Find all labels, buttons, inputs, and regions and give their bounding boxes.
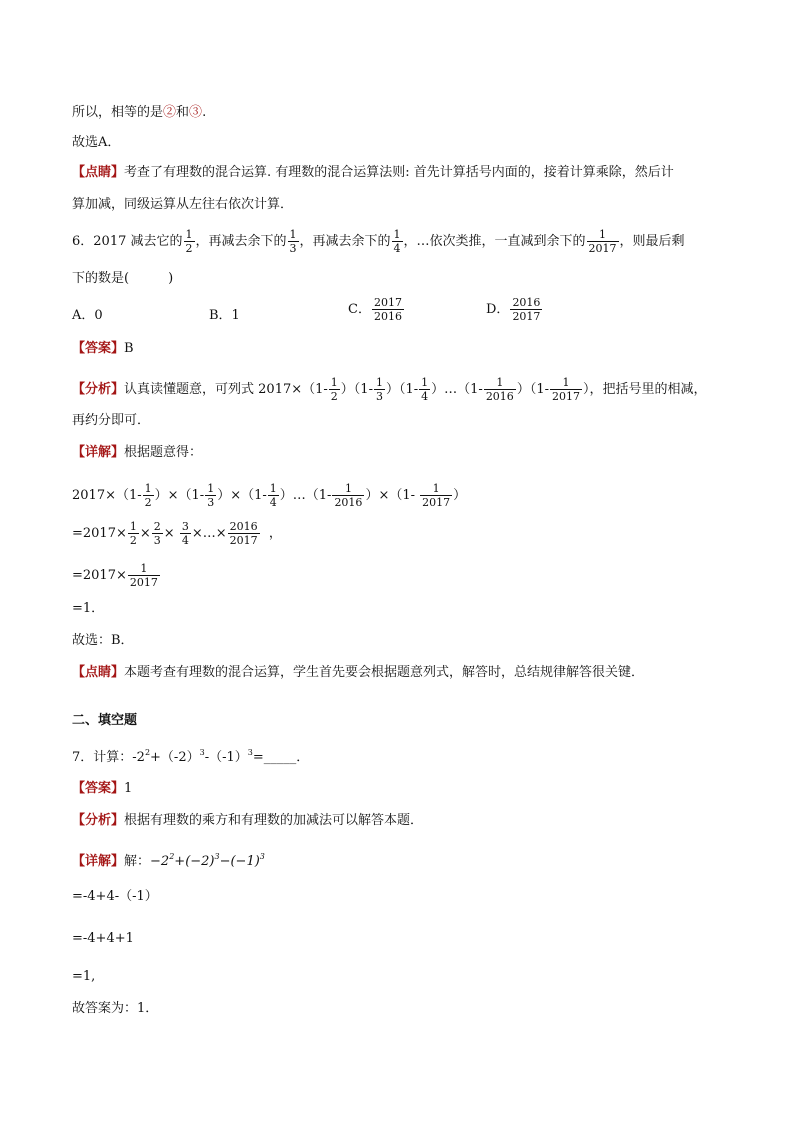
q6-question-line1 (72, 228, 685, 255)
text: ）×（1- (365, 488, 420, 503)
numerator: 2 (153, 520, 161, 533)
fraction (268, 482, 279, 509)
text: 认真读懂题意，可列式 2017×（1- (124, 382, 328, 397)
text: 考查了有理数的混合运算. 有理数的混合运算法则: 首先计算括号内面的，接着计算乘除，然后计 (124, 165, 674, 180)
q5-dianjing-line2: 算加减，同级运算从左往右依次计算． (72, 197, 294, 212)
exponent: 3 (247, 748, 253, 757)
fraction (587, 228, 619, 255)
text: +(−2) (174, 854, 215, 869)
numerator: 1 (375, 376, 383, 389)
denominator: 3 (375, 390, 383, 403)
text: ． (296, 750, 310, 765)
denominator: 2017 (551, 390, 580, 403)
fraction (128, 520, 139, 547)
q6-option-d (486, 296, 543, 323)
dianjing-tag: 【点睛】 (72, 665, 125, 680)
exponent: 2 (169, 852, 175, 861)
fraction (228, 520, 260, 547)
fraction (288, 228, 299, 255)
dianjing-tag: 【点睛】 (72, 165, 125, 180)
fraction (372, 296, 404, 323)
text: −(−1) (219, 854, 260, 869)
text: ）×（1- (154, 488, 205, 503)
q6-expr-line3 (72, 562, 161, 589)
q6-question-line2: 下的数是( ) (72, 271, 174, 286)
text: ） (453, 488, 467, 503)
fraction (374, 376, 385, 403)
denominator: 2016 (373, 310, 402, 323)
q6-option-b: B．1 (209, 308, 240, 323)
numerator: 1 (562, 376, 570, 389)
text: 2017×（1- (72, 488, 142, 503)
math-expression (150, 854, 265, 869)
exponent: 3 (259, 852, 265, 861)
denominator: 2016 (485, 390, 514, 403)
q6-choice: 故选：B． (72, 633, 134, 648)
text: ）（1- (340, 382, 373, 397)
text: 和 (176, 105, 190, 120)
fraction (550, 376, 582, 403)
numerator: 1 (599, 228, 607, 241)
text: +（-2） (150, 750, 200, 765)
q6-expr-line4: =1． (72, 601, 105, 616)
text: × (139, 526, 151, 541)
numerator: 1 (144, 482, 152, 495)
q7-step2: =-4+4+1 (72, 931, 134, 946)
q7-xiangjie (72, 848, 265, 871)
answer-tag: 【答案】 (72, 341, 125, 356)
denominator: 3 (289, 242, 297, 255)
numerator: 2017 (373, 296, 402, 309)
fraction (392, 228, 403, 255)
q7-question (72, 744, 309, 767)
fraction (420, 482, 452, 509)
denominator: 2017 (422, 496, 451, 509)
answer-blank: _____ (263, 750, 297, 765)
q6-option-c (348, 296, 405, 323)
q6-dianjing (72, 664, 644, 682)
option-label: D． (486, 302, 510, 317)
denominator: 4 (393, 242, 401, 255)
text: −2 (150, 854, 170, 869)
exponent: 3 (214, 852, 220, 861)
denominator: 4 (421, 390, 429, 403)
denominator: 2017 (129, 576, 158, 589)
text: ）…（1- (279, 488, 332, 503)
numerator: 1 (207, 482, 215, 495)
text: ）…（1- (431, 382, 483, 397)
denominator: 2016 (334, 496, 363, 509)
numerator: 1 (185, 228, 193, 241)
numerator: 1 (140, 562, 148, 575)
xiangjie-tag: 【详解】 (72, 854, 125, 869)
circled-3: ③ (189, 105, 203, 120)
denominator: 2 (144, 496, 152, 509)
denominator: 2017 (512, 310, 541, 323)
answer-value: 1 (124, 781, 133, 796)
text: . (202, 105, 207, 120)
exponent: 2 (144, 748, 151, 757)
fraction (180, 520, 191, 547)
fraction (484, 376, 516, 403)
q7-fenxi (72, 812, 423, 830)
text: = (252, 750, 264, 765)
numerator: 1 (289, 228, 297, 241)
denominator: 2017 (588, 242, 617, 255)
text: ）×（1- (217, 488, 267, 503)
fraction (419, 376, 430, 403)
fraction (205, 482, 216, 509)
text: =2017× (72, 526, 127, 541)
q7-final: 故答案为：1． (72, 1001, 159, 1016)
text: 所以，相等的是 (72, 105, 164, 120)
text: ），把括号里的相减， (582, 382, 707, 397)
numerator: 2016 (512, 296, 541, 309)
numerator: 1 (129, 520, 137, 533)
q7-step3: =1, (72, 969, 96, 984)
fraction (332, 482, 364, 509)
fraction (128, 562, 160, 589)
text: ，则最后剩 (619, 234, 685, 249)
numerator: 3 (181, 520, 189, 533)
numerator: 1 (269, 482, 277, 495)
numerator: 1 (330, 376, 338, 389)
text: ×…× (191, 526, 227, 541)
fenxi-tag: 【分析】 (72, 382, 125, 397)
denominator: 4 (269, 496, 277, 509)
option-label: C． (348, 302, 371, 317)
numerator: 1 (393, 228, 401, 241)
section-heading: 二、填空题 (72, 713, 138, 728)
exponent: 3 (199, 748, 205, 757)
fraction (510, 296, 542, 323)
numerator: 1 (344, 482, 352, 495)
q6-option-a: A．0 (72, 308, 103, 323)
numerator: 1 (496, 376, 504, 389)
text: -（-1） (204, 750, 248, 765)
text: ）（1- (385, 382, 419, 397)
numerator: 1 (432, 482, 440, 495)
text: ，…依次类推，一直减到余下的 (403, 234, 586, 249)
text: ，再减去余下的 (299, 234, 391, 249)
numerator: 1 (421, 376, 429, 389)
q5-choice: 故选A． (72, 135, 121, 150)
fenxi-tag: 【分析】 (72, 813, 125, 828)
text: ， (268, 526, 282, 541)
q5-conclusion (72, 104, 206, 122)
answer-value: B (124, 341, 134, 356)
text: 本题考查有理数的混合运算，学生首先要会根据题意列式，解答时，总结规律解答很关键． (124, 665, 645, 680)
text: ，再减去余下的 (195, 234, 287, 249)
q6-fenxi-line2: 再约分即可． (72, 413, 151, 428)
text: =2017× (72, 568, 127, 583)
text: 6．2017 减去它的 (72, 234, 183, 249)
q6-expr-line1 (72, 482, 466, 509)
text: ）（1- (516, 382, 549, 397)
denominator: 2 (129, 534, 137, 547)
text: 根据有理数的乘方和有理数的加减法可以解答本题． (124, 813, 424, 828)
denominator: 2 (330, 390, 338, 403)
q7-step1: =-4+4-（-1） (72, 889, 158, 904)
q6-fenxi-line1 (72, 376, 707, 403)
text: 解： (124, 854, 151, 869)
circled-2: ② (163, 105, 177, 120)
fraction (143, 482, 154, 509)
denominator: 2 (185, 242, 193, 255)
q6-answer (72, 340, 134, 358)
denominator: 3 (153, 534, 161, 547)
q6-xiangjie (72, 444, 202, 462)
fraction (329, 376, 340, 403)
numerator: 2016 (229, 520, 258, 533)
denominator: 3 (207, 496, 215, 509)
q5-dianjing-line1 (72, 164, 674, 182)
answer-tag: 【答案】 (72, 781, 125, 796)
text: 根据题意得： (124, 445, 203, 460)
q7-answer (72, 780, 132, 798)
fraction (152, 520, 163, 547)
xiangjie-tag: 【详解】 (72, 445, 125, 460)
q6-expr-line2 (72, 520, 282, 547)
denominator: 2017 (229, 534, 258, 547)
denominator: 4 (181, 534, 189, 547)
text: × (163, 526, 175, 541)
fraction (184, 228, 195, 255)
text: 7．计算：-2 (72, 750, 145, 765)
